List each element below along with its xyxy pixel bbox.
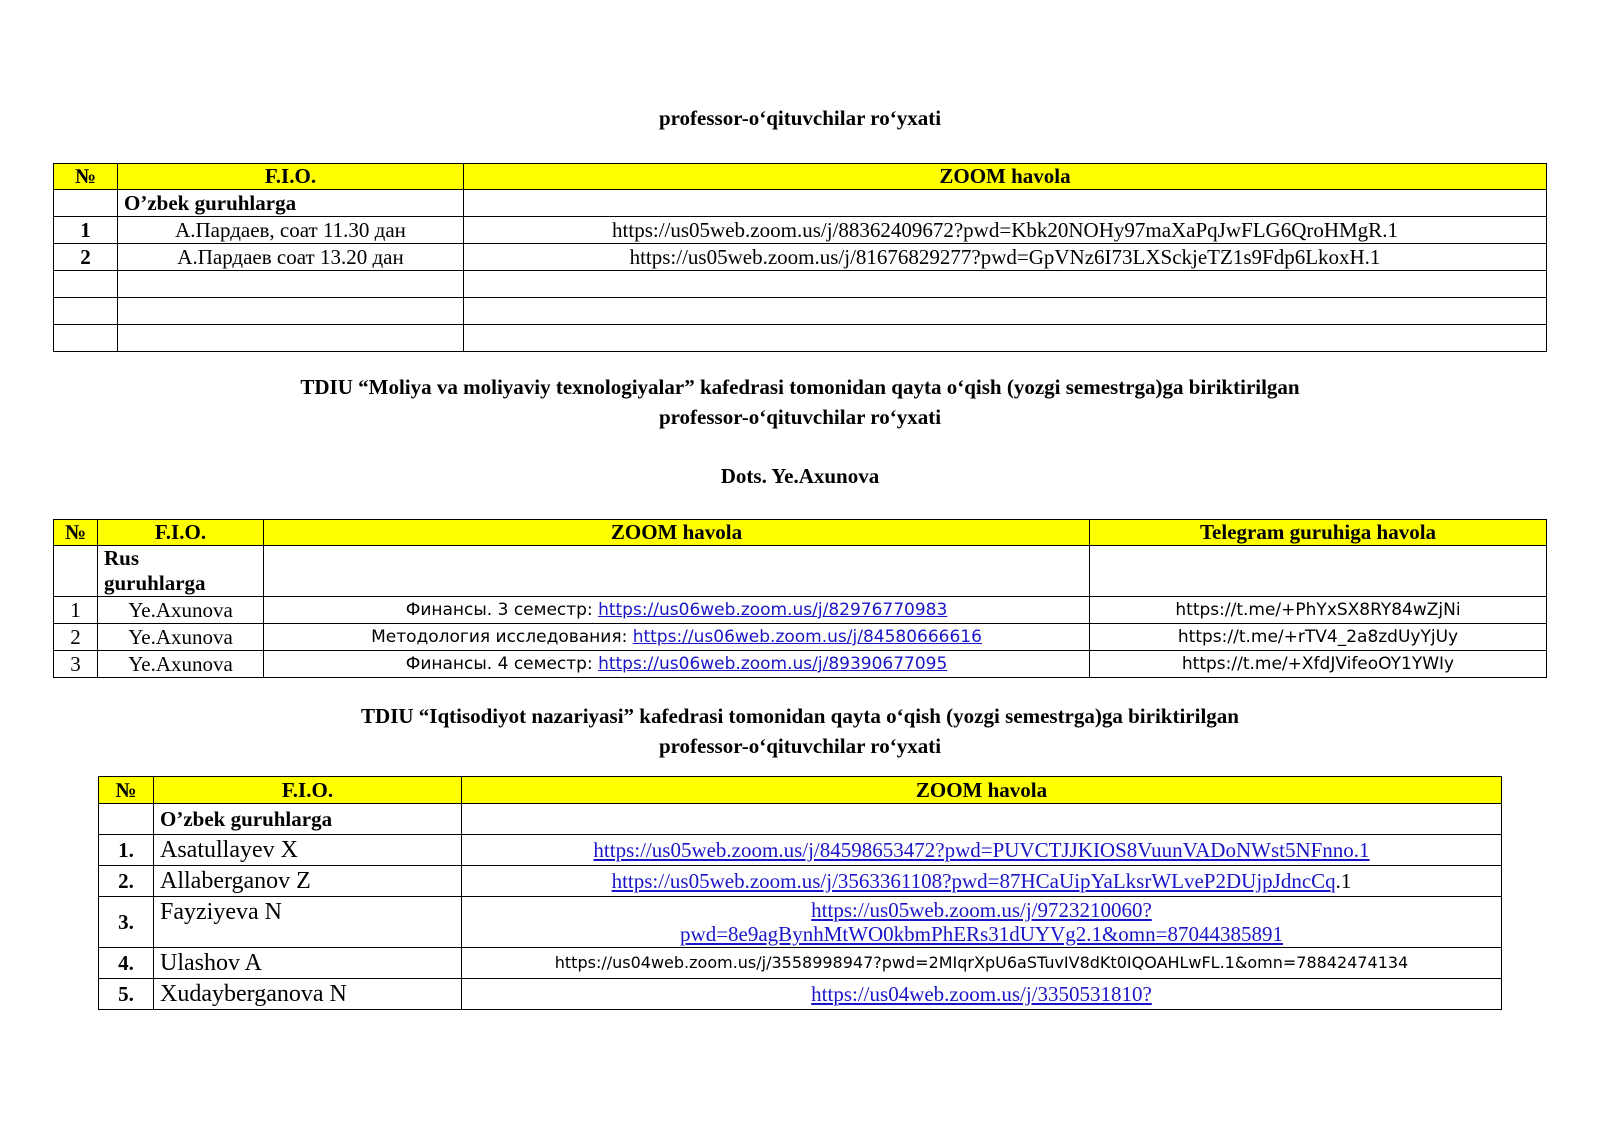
table-header bbox=[54, 520, 1547, 546]
row-number: 3 bbox=[54, 651, 98, 678]
col-name-header: F.I.O. bbox=[118, 164, 464, 190]
table-row bbox=[99, 948, 1502, 979]
table-row bbox=[54, 597, 1547, 624]
table-header bbox=[99, 777, 1502, 804]
teacher-name: А.Пардаев соат 13.20 дан bbox=[118, 244, 464, 271]
col-number-header: № bbox=[54, 164, 118, 190]
zoom-link[interactable]: https://us05web.zoom.us/j/3563361108?pwd=87HCaUipYaLksrWLveP2DUjpJdncCq bbox=[611, 869, 1336, 893]
group-row bbox=[99, 804, 1502, 835]
table-row bbox=[99, 979, 1502, 1010]
empty-row bbox=[54, 298, 1547, 325]
teacher-name: Asatullayev X bbox=[154, 835, 462, 866]
table-row bbox=[99, 866, 1502, 897]
zoom-link-continued[interactable]: pwd=8e9agBynhMtWO0kbmPhERs31dUYVg2.1&omn=87044385891 bbox=[680, 922, 1283, 946]
col-name-header: F.I.O. bbox=[98, 520, 264, 546]
row-number: 5. bbox=[99, 979, 154, 1010]
row-number: 1 bbox=[54, 597, 98, 624]
teacher-name: Fayziyeva N bbox=[154, 897, 462, 948]
section2-subtitle: professor-o‘qituvchilar ro‘yxati bbox=[658, 405, 942, 429]
zoom-cell bbox=[264, 597, 1090, 624]
section2-title: TDIU “Moliya va moliyaviy texnologiyalar” kafedrasi tomonidan qayta o‘qish (yozgi semestrga)ga biriktirilgan bbox=[300, 375, 1300, 399]
section3-title: TDIU “Iqtisodiyot nazariyasi” kafedrasi tomonidan qayta o‘qish (yozgi semestrga)ga biriktirilgan bbox=[361, 704, 1239, 728]
row-number: 1. bbox=[99, 835, 154, 866]
table-section2 bbox=[53, 519, 1547, 678]
group-label: Rus guruhlarga bbox=[98, 546, 264, 597]
teacher-name: Allaberganov Z bbox=[154, 866, 462, 897]
section2-teacher: Dots. Ye.Axunova bbox=[720, 464, 880, 488]
table-section1 bbox=[53, 163, 1547, 352]
teacher-name: Xudayberganova N bbox=[154, 979, 462, 1010]
group-row bbox=[54, 190, 1547, 217]
row-number: 3. bbox=[99, 897, 154, 948]
group-label: O’zbek guruhlarga bbox=[118, 190, 464, 217]
col-zoom-header: ZOOM havola bbox=[462, 777, 1502, 804]
table-row bbox=[99, 897, 1502, 948]
telegram-link[interactable]: https://t.me/+rTV4_2a8zdUyYjUy bbox=[1090, 624, 1547, 651]
teacher-name: Ye.Axunova bbox=[98, 651, 264, 678]
table-row bbox=[54, 217, 1547, 244]
table-row bbox=[54, 624, 1547, 651]
zoom-link[interactable]: https://us06web.zoom.us/j/89390677095 bbox=[598, 654, 948, 674]
group-row bbox=[54, 546, 1547, 597]
col-zoom-header: ZOOM havola bbox=[464, 164, 1547, 190]
zoom-link[interactable]: https://us06web.zoom.us/j/82976770983 bbox=[598, 600, 948, 620]
course-label: Финансы. 3 семестр: bbox=[405, 600, 599, 620]
empty-row bbox=[54, 325, 1547, 352]
zoom-link[interactable]: https://us04web.zoom.us/j/3350531810? bbox=[811, 982, 1152, 1006]
table-header bbox=[54, 164, 1547, 190]
row-number: 1 bbox=[54, 217, 118, 244]
zoom-link[interactable]: https://us06web.zoom.us/j/84580666616 bbox=[632, 627, 982, 647]
col-name-header: F.I.O. bbox=[154, 777, 462, 804]
row-number: 2. bbox=[99, 866, 154, 897]
zoom-cell bbox=[264, 624, 1090, 651]
section3-subtitle: professor-o‘qituvchilar ro‘yxati bbox=[658, 734, 942, 758]
zoom-link[interactable]: https://us05web.zoom.us/j/9723210060? bbox=[811, 898, 1152, 922]
teacher-name: Ye.Axunova bbox=[98, 624, 264, 651]
group-label: O’zbek guruhlarga bbox=[154, 804, 462, 835]
col-number-header: № bbox=[99, 777, 154, 804]
row-number: 2 bbox=[54, 244, 118, 271]
zoom-link-text[interactable]: https://us05web.zoom.us/j/81676829277?pwd=GpVNz6I73LXSckjeTZ1s9Fdp6LkoxH.1 bbox=[464, 244, 1547, 271]
zoom-cell bbox=[264, 651, 1090, 678]
link-suffix: .1 bbox=[1335, 869, 1352, 893]
zoom-link-text[interactable]: https://us04web.zoom.us/j/3558998947?pwd=2MIqrXpU6aSTuvIV8dKt0IQOAHLwFL.1&omn=78842474134 bbox=[462, 948, 1502, 979]
telegram-link[interactable]: https://t.me/+XfdJVifeoOY1YWIy bbox=[1090, 651, 1547, 678]
teacher-name: Ulashov A bbox=[154, 948, 462, 979]
table-section3 bbox=[98, 776, 1502, 1010]
row-number: 2 bbox=[54, 624, 98, 651]
row-number: 4. bbox=[99, 948, 154, 979]
teacher-name: Ye.Axunova bbox=[98, 597, 264, 624]
table-row bbox=[99, 835, 1502, 866]
col-number-header: № bbox=[54, 520, 98, 546]
empty-row bbox=[54, 271, 1547, 298]
zoom-link[interactable]: https://us05web.zoom.us/j/84598653472?pwd=PUVCTJJKIOS8VuunVADoNWst5NFnno.1 bbox=[593, 838, 1370, 862]
course-label: Методология исследования: bbox=[371, 627, 633, 647]
course-label: Финансы. 4 семестр: bbox=[405, 654, 599, 674]
zoom-link-text[interactable]: https://us05web.zoom.us/j/88362409672?pwd=Kbk20NOHy97maXaPqJwFLG6QroHMgR.1 bbox=[464, 217, 1547, 244]
col-telegram-header: Telegram guruhiga havola bbox=[1090, 520, 1547, 546]
telegram-link[interactable]: https://t.me/+PhYxSX8RY84wZjNi bbox=[1090, 597, 1547, 624]
teacher-name: А.Пардаев, соат 11.30 дан bbox=[118, 217, 464, 244]
table-row bbox=[54, 244, 1547, 271]
col-zoom-header: ZOOM havola bbox=[264, 520, 1090, 546]
table-row bbox=[54, 651, 1547, 678]
section1-subtitle: professor-o‘qituvchilar ro‘yxati bbox=[658, 106, 942, 130]
